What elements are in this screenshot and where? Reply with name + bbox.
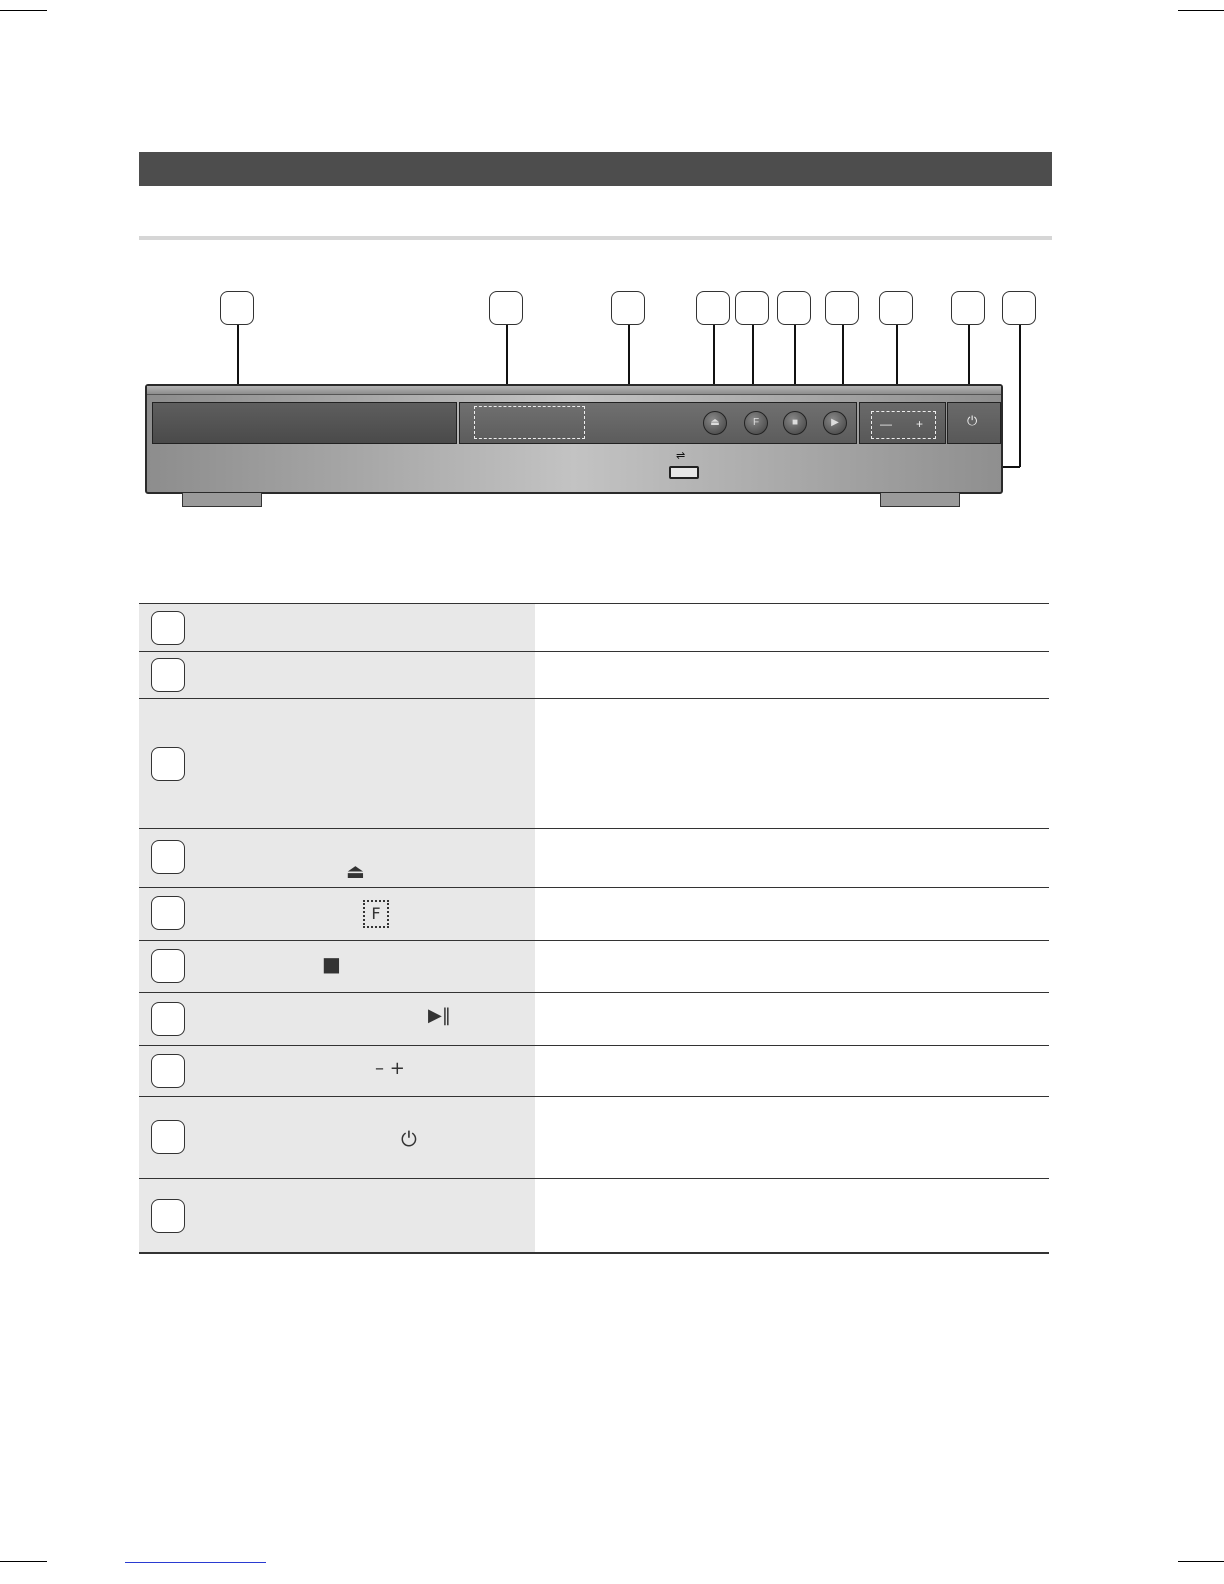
crop-mark — [0, 10, 47, 11]
callout-5 — [735, 291, 769, 325]
row-number — [151, 1199, 185, 1233]
row-description — [535, 888, 1049, 940]
eject-icon: ⏏ — [346, 859, 365, 883]
callout-4 — [696, 291, 730, 325]
row-description — [535, 699, 1049, 828]
device-foot — [182, 493, 262, 507]
row-description — [535, 993, 1049, 1045]
table-label-cell — [139, 1046, 535, 1096]
section-title — [139, 152, 1052, 186]
callout-9 — [951, 291, 985, 325]
play-pause-icon: ▶ — [823, 411, 847, 435]
row-number — [151, 896, 185, 930]
function-icon: F — [363, 900, 389, 928]
function-icon: F — [744, 411, 768, 435]
callout-8 — [879, 291, 913, 325]
crop-mark — [1178, 10, 1224, 11]
leader-line — [842, 325, 844, 393]
table-row — [139, 651, 1049, 698]
callout-1 — [220, 291, 254, 325]
table-label-cell — [139, 993, 535, 1045]
row-description — [535, 1097, 1049, 1178]
row-number — [151, 1002, 185, 1036]
device-foot — [880, 493, 960, 507]
crop-mark — [1178, 1561, 1224, 1562]
row-number — [151, 658, 185, 692]
section-divider — [139, 236, 1052, 240]
row-number — [151, 1054, 185, 1088]
top-strip — [147, 386, 1001, 395]
play-pause-icon: ▶‖ — [428, 1005, 451, 1026]
volume-icon: – + — [375, 1058, 405, 1079]
front-panel-illustration — [145, 384, 1003, 494]
table-label-cell — [139, 699, 535, 828]
volume-control — [871, 411, 936, 439]
row-description — [535, 829, 1049, 887]
table-label-cell — [139, 604, 535, 651]
callout-7 — [825, 291, 859, 325]
stop-icon: ■ — [783, 411, 807, 435]
crop-mark — [0, 1561, 47, 1562]
display-window — [474, 406, 585, 439]
subsection-title — [139, 205, 1052, 233]
callout-6 — [777, 291, 811, 325]
stop-icon: ■ — [322, 952, 341, 976]
usb-port — [669, 466, 699, 479]
power-icon: ⏻ — [967, 414, 978, 429]
usb-icon: ⇌ — [676, 450, 686, 462]
table-label-cell — [139, 829, 535, 887]
footer-link-underline[interactable] — [125, 1562, 266, 1563]
eject-icon: ⏏ — [703, 411, 727, 435]
table-label-cell — [139, 1097, 535, 1178]
row-description — [535, 604, 1049, 651]
table-label-cell — [139, 888, 535, 940]
volume-plus-icon: + — [916, 417, 924, 431]
disc-tray — [152, 402, 457, 444]
power-icon: ⏻ — [401, 1127, 417, 1151]
table-row — [139, 940, 1049, 992]
table-row — [139, 992, 1049, 1045]
row-number — [151, 840, 185, 874]
table-row — [139, 828, 1049, 887]
table-label-cell — [139, 652, 535, 698]
table-row — [139, 1045, 1049, 1096]
callout-3 — [611, 291, 645, 325]
callout-2 — [489, 291, 523, 325]
table-row — [139, 1178, 1049, 1252]
row-description — [535, 652, 1049, 698]
row-number — [151, 611, 185, 645]
row-number — [151, 949, 185, 983]
table-label-cell — [139, 1179, 535, 1252]
table-row — [139, 1096, 1049, 1178]
table-row — [139, 698, 1049, 828]
row-description — [535, 1046, 1049, 1096]
row-number — [151, 747, 185, 781]
table-row — [139, 887, 1049, 940]
leader-line — [1019, 325, 1021, 467]
table-bottom-rule — [139, 1252, 1049, 1254]
row-description — [535, 941, 1049, 992]
row-description — [535, 1179, 1049, 1252]
table-row — [139, 603, 1049, 651]
volume-minus-icon: — — [880, 417, 892, 431]
row-number — [151, 1120, 185, 1154]
callout-10 — [1002, 291, 1036, 325]
